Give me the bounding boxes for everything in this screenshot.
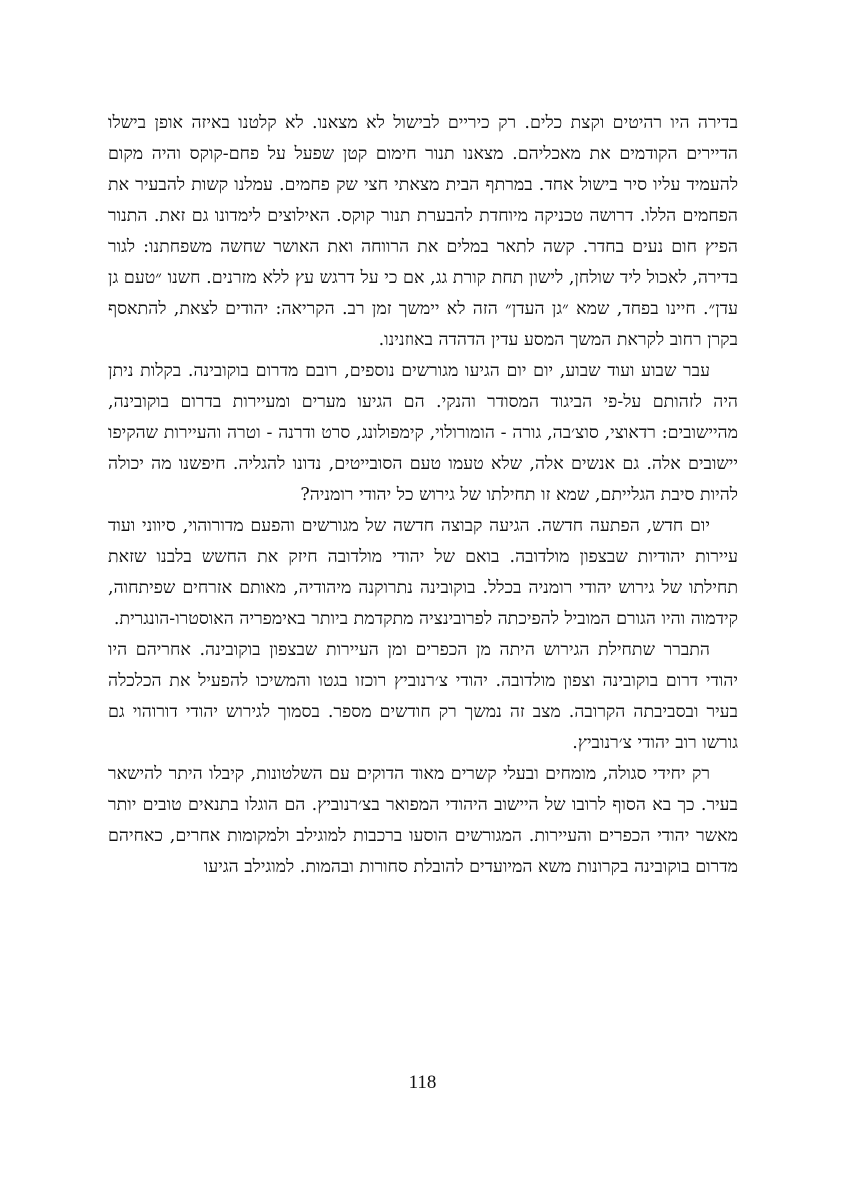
paragraph-1: בדירה היו רהיטים וקצת כלים. רק כיריים לבישול לא מצאנו. לא קלטנו באיזה אופן בישלו הדיירים הקודמים את מאכליהם. מצאנו תנור חימום קטן שפעל על פחם-קוקס והיה מקום להעמיד עליו סיר בישול אחד. במרתף הבית מצאתי חצי שק פחמים. עמלנו קשות להבעיר את הפחמים הללו. דרושה טכניקה מיוחדת להבערת תנור קוקס. האילוצים לימדונו גם זאת. התנור הפיץ חום נעים בחדר. קשה לתאר במלים את הרווחה ואת האושר שחשה משפחתנו: לגור בדירה, לאכול ליד שולחן, לישון תחת קורת גג, אם כי על דרגש עץ ללא מזרנים. חשנו ״טעם גן עדן״. חיינו בפחד, שמא ״גן העדן״ הזה לא יימשך זמן רב. הקריאה: יהודים לצאת, להתאסף בקרן רחוב לקראת המשך המסע עדין הדהדה באוזנינו. [108,113,738,350]
body-text [108,108,738,883]
page-number: 118 [408,1072,437,1093]
paragraph-5: רק יחידי סגולה, מומחים ובעלי קשרים מאוד הדוקים עם השלטונות, קיבלו היתר להישאר בעיר. כך בא הסוף לרובו של היישוב היהודי המפואר בצ׳רנוביץ. הם הוגלו בתנאים טובים יותר מאשר יהודי הכפרים והעיירות. המגורשים הוסעו ברכבות למוגילב ולמקומות אחרים, כאחיהם מדרום בוקובינה בקרונות משא המיועדים להובלת סחורות ובהמות. למוגילב הגיעו [108,764,738,877]
paragraph-2: עבר שבוע ועוד שבוע, יום יום הגיעו מגורשים נוספים, רובם מדרום בוקובינה. בקלות ניתן היה לזהותם על-פי הביגוד המסודר והנקי. הם הגיעו מערים ומעיירות בדרום בוקובינה, מהיישובים: רדאוצי, סוצ׳בה, גורה - הומורולוי, קימפולונג, סרט ודרנה - וטרה והעיירות שהקיפו יישובים אלה. גם אנשים אלה, שלא טעמו טעם הסובייטים, נדונו להגליה. חיפשנו מה יכולה להיות סיבת הגלייתם, שמא זו תחילתו של גירוש כל יהודי רומניה? [108,361,738,505]
paragraph-4: התברר שתחילת הגירוש היתה מן הכפרים ומן העיירות שבצפון בוקובינה. אחריהם היו יהודי דרום בוקובינה וצפון מולדובה. יהודי צ׳רנוביץ רוכזו בגטו והמשיכו להפעיל את הכלכלה בעיר ובסביבתה הקרובה. מצב זה נמשך רק חודשים מספר. בסמוך לגירוש יהודי דורוהוי גם גורשו רוב יהודי צ׳רנוביץ. [108,640,738,753]
paragraph-3: יום חדש, הפתעה חדשה. הגיעה קבוצה חדשה של מגורשים והפעם מדורוהוי, סיווני ועוד עיירות יהודיות שבצפון מולדובה. בואם של יהודי מולדובה חיזק את החשש בלבנו שזאת תחילתו של גירוש יהודי רומניה בכלל. בוקובינה נתרוקנה מיהודיה, מאותם אזרחים שפיתחוה, קידמוה והיו הגורם המוביל להפיכתה לפרובינציה מתקדמת ביותר באימפריה האוסטרו-הונגרית. [108,516,738,629]
